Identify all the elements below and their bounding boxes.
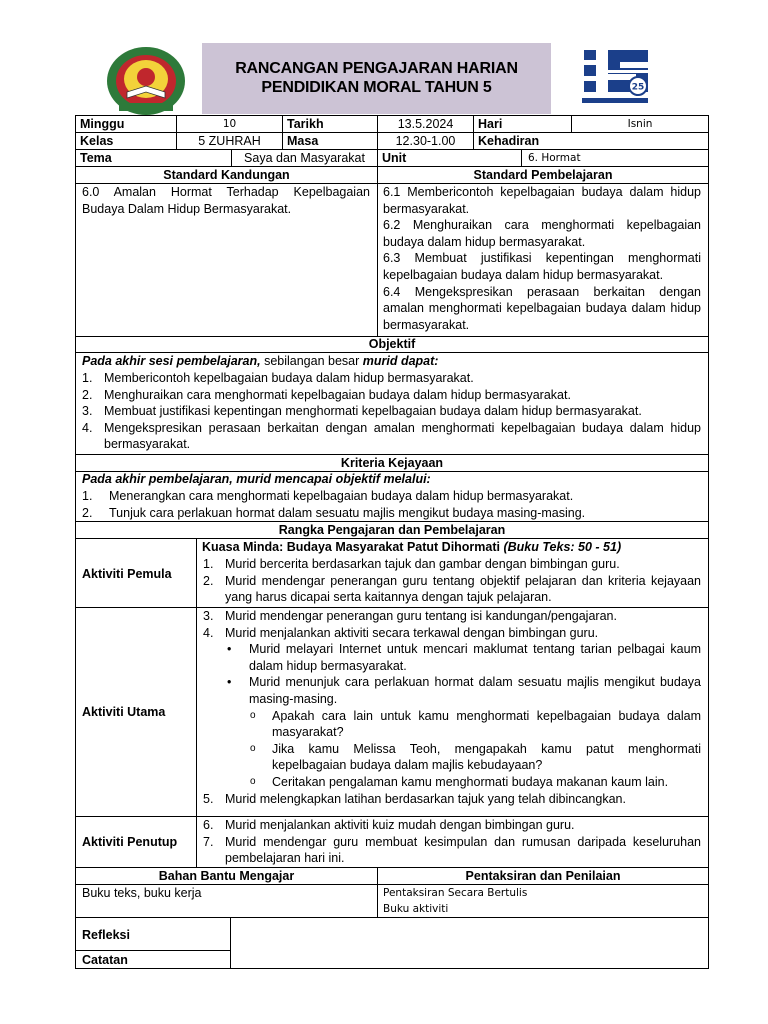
aktiviti-penutup-label: Aktiviti Penutup [82, 835, 178, 849]
list-item: 4. Murid menjalankan aktiviti secara terkawal dengan bimbingan guru. [203, 625, 599, 640]
masa-value: 12.30-1.00 [395, 134, 456, 148]
objektif-intro-normal: sebilangan besar [264, 354, 360, 368]
kelas-value: 5 ZUHRAH [198, 134, 261, 148]
list-item: • Murid menunjuk cara perlakuan hormat dalam sesuatu majlis mengikut budaya masing-masing. [227, 675, 701, 706]
objektif-intro-bold-2: murid dapat: [362, 354, 439, 368]
title-line-1: RANCANGAN PENGAJARAN HARIAN [235, 60, 518, 77]
list-item: 3. Murid mendengar penerangan guru tentang isi kandungan/pengajaran. [203, 609, 617, 623]
objektif-header: Objektif [368, 337, 416, 351]
school-crest-icon [105, 44, 187, 121]
list-item: 2. Menghuraikan cara menghormati kepelbagaian budaya dalam hidup bermasyarakat. [82, 387, 571, 402]
list-item: 5. Murid melengkapkan latihan berdasarkan tajuk yang telah dibincangkan. [203, 791, 626, 806]
objektif-intro [82, 353, 438, 369]
list-item: 6. Murid menjalankan aktiviti kuiz mudah dengan bimbingan guru. [203, 818, 575, 832]
bahan-header: Bahan Bantu Mengajar [158, 869, 295, 883]
list-item: o Apakah cara lain untuk kamu menghormati kepelbagaian budaya dalam masyarakat? [250, 708, 701, 740]
standard-pembelajaran-list [383, 184, 701, 333]
refleksi-label: Refleksi [82, 928, 130, 942]
penutup-list [203, 817, 701, 867]
standard-pembelajaran-item: 6.3 Membuat justifikasi kepentingan menghormati kepelbagaian budaya dalam hidup bermasyarakat. [383, 251, 701, 282]
aktiviti-pemula-label: Aktiviti Pemula [82, 567, 172, 581]
utama-subbullets [249, 708, 701, 791]
standard-pembelajaran-item: 6.1 Membericontoh kepelbagaian budaya dalam hidup bermasyarakat. [383, 185, 701, 216]
minggu-label: Minggu [80, 117, 125, 131]
bahan-value: Buku teks, buku kerja [82, 886, 202, 900]
pentaksiran-header: Pentaksiran dan Penilaian [465, 869, 621, 883]
title-line-2: PENDIDIKAN MORAL TAHUN 5 [261, 79, 492, 96]
list-item: 1. Murid bercerita berdasarkan tajuk dan gambar dengan bimbingan guru. [203, 557, 620, 571]
tema-label: Tema [80, 151, 112, 165]
standard-pembelajaran-header: Standard Pembelajaran [473, 168, 613, 182]
utama-list [203, 608, 701, 807]
title-banner [202, 43, 551, 114]
catatan-label: Catatan [82, 953, 128, 967]
standard-kandungan-header: Standard Kandungan [163, 168, 290, 182]
list-item: 2. Tunjuk cara perlakuan hormat dalam sesuatu majlis mengikut budaya masing-masing. [82, 505, 586, 520]
masa-label: Masa [287, 134, 319, 148]
kelas-label: Kelas [80, 134, 114, 148]
kriteria-list [82, 488, 701, 521]
hari-label: Hari [478, 117, 503, 131]
pentaksiran-line-1: Pentaksiran Secara Bertulis [383, 887, 528, 899]
rangka-header: Rangka Pengajaran dan Pembelajaran [278, 523, 506, 537]
list-item: • Murid melayari Internet untuk mencari maklumat tentang tarian pelbagai kaum dalam hidup bermasyarakat. [227, 642, 701, 673]
aktiviti-utama-label: Aktiviti Utama [82, 705, 166, 719]
list-item: o Jika kamu Melissa Teoh, mengapakah kamu patut menghormati kepelbagaian budaya dalam majlis kebudayaan? [250, 741, 701, 773]
kuasa-minda-line [202, 539, 621, 555]
utama-bullets [225, 641, 701, 790]
standard-pembelajaran-item: 6.2 Menghuraikan cara menghormati kepelbagaian budaya dalam hidup bermasyarakat. [383, 218, 701, 249]
kriteria-header: Kriteria Kejayaan [340, 456, 444, 470]
list-item: 4. Mengekspresikan perasaan berkaitan dengan amalan menghormati kepelbagaian budaya dalam hidup bermasyarakat. [82, 420, 701, 452]
list-item: 7. Murid mendengar guru membuat kesimpulan dan rumusan daripada keseluruhan pembelajaran hari ini. [203, 834, 701, 866]
tarikh-value: 13.5.2024 [397, 117, 454, 131]
objektif-intro-bold-1: Pada akhir sesi pembelajaran, [82, 354, 261, 368]
list-item: 3. Membuat justifikasi kepentingan menghormati kepelbagaian budaya dalam hidup bermasyarakat. [82, 404, 642, 419]
list-item: 1. Menerangkan cara menghormati kepelbagaian budaya dalam hidup bermasyarakat. [82, 489, 574, 503]
tema-value: Saya dan Masyarakat [244, 151, 365, 165]
kehadiran-label: Kehadiran [478, 134, 540, 148]
pemula-list [203, 556, 701, 606]
tarikh-label: Tarikh [287, 117, 324, 131]
standard-kandungan-text: 6.0 Amalan Hormat Terhadap Kepelbagaian Budaya Dalam Hidup Bermasyarakat. [82, 185, 370, 216]
unit-label: Unit [382, 151, 407, 165]
minggu-value: 10 [222, 118, 237, 130]
list-item: 1. Membericontoh kepelbagaian budaya dalam hidup bermasyarakat. [82, 371, 474, 385]
unit-value: 6. Hormat [528, 152, 581, 164]
hari-value: Isnin [627, 118, 653, 130]
kriteria-intro: Pada akhir pembelajaran, murid mencapai objektif melalui: [82, 472, 431, 486]
list-item: o Ceritakan pengalaman kamu menghormati budaya makanan kaum lain. [250, 774, 669, 789]
list-item: 2. Murid mendengar penerangan guru tentang objektif pelajaran dan kriteria kejayaan yang harus dicapai serta kaitannya dengan tajuk pelajaran. [203, 573, 701, 605]
objektif-list [82, 370, 701, 453]
is25-logo-icon [578, 46, 652, 113]
svg-text:25: 25 [631, 82, 645, 93]
pentaksiran-line-2: Buku aktiviti [383, 903, 449, 915]
standard-pembelajaran-item: 6.4 Mengekspresikan perasaan berkaitan dengan amalan menghormati kepelbagaian budaya dalam hidup bermasyarakat. [383, 284, 701, 332]
kuasa-minda-title: Kuasa Minda: Budaya Masyarakat Patut Dihormati [202, 540, 500, 554]
buku-teks-ref: (Buku Teks: 50 - 51) [503, 540, 622, 554]
